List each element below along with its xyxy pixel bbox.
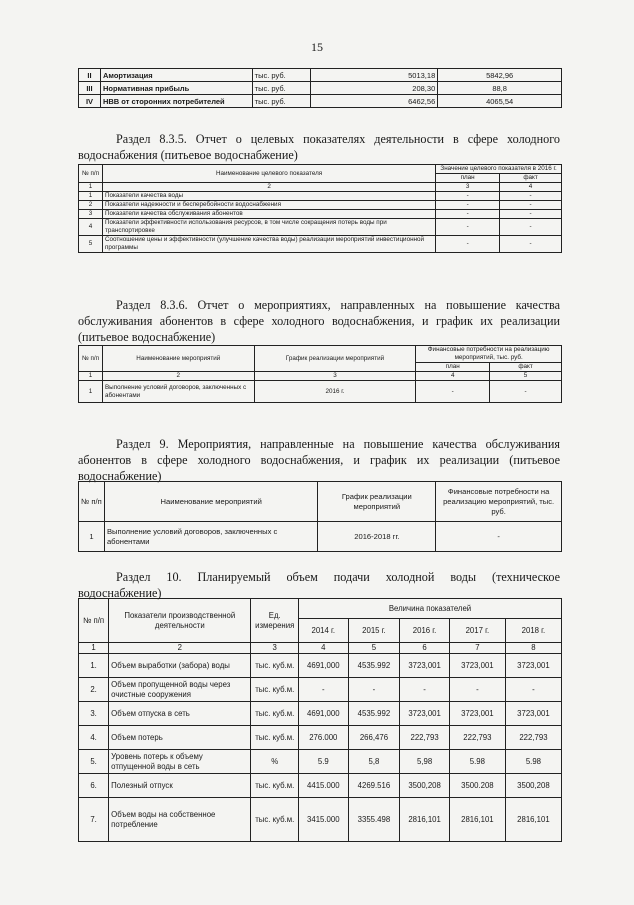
row-fact: - — [500, 219, 562, 236]
row-unit: тыс. руб. — [252, 95, 310, 108]
header-year: 2015 г. — [348, 619, 400, 643]
header-name: Показатели производственной деятельности — [109, 599, 251, 643]
row-fact: - — [490, 381, 562, 403]
row-value: 3723,001 — [449, 654, 505, 678]
table-row — [79, 236, 562, 253]
row-number: IV — [79, 95, 101, 108]
row-value: 5,98 — [400, 750, 450, 774]
section-9-heading: Раздел 9. Мероприятия, направленные на повышение качества обслуживания абонентов в сфере холодного водоснабжения, и график их реализации (питьевое водоснабжение) — [78, 437, 560, 483]
index-row — [79, 643, 562, 654]
row-value: 2816,101 — [400, 798, 450, 842]
row-name: Объем отпуска в сеть — [109, 702, 251, 726]
row-value: 222,793 — [449, 726, 505, 750]
row-number: 3. — [79, 702, 109, 726]
row-schedule: 2016-2018 гг. — [318, 522, 436, 552]
row-number: 3 — [79, 210, 103, 219]
row-value: - — [449, 678, 505, 702]
row-value: 208,30 — [310, 82, 438, 95]
row-name: Выполнение условий договоров, заключенных с абонентами — [102, 381, 254, 403]
row-name: Объем пропущенной воды через очистные сооружения — [109, 678, 251, 702]
row-value: 3355.498 — [348, 798, 400, 842]
row-value: 4065,54 — [438, 95, 562, 108]
section-10-table — [78, 598, 562, 842]
row-value: 266,476 — [348, 726, 400, 750]
header-num: № п/п — [79, 599, 109, 643]
row-name: Показатели качества обслуживания абонентов — [102, 210, 435, 219]
row-name: Показатели качества воды — [102, 192, 435, 201]
header-num: № п/п — [79, 165, 103, 183]
table-row — [79, 678, 562, 702]
row-plan: - — [416, 381, 490, 403]
row-unit: % — [251, 750, 299, 774]
row-number: 5 — [79, 236, 103, 253]
row-value: 3723,001 — [449, 702, 505, 726]
table-row — [79, 82, 562, 95]
header-row — [79, 599, 562, 619]
row-value: 222,793 — [505, 726, 561, 750]
row-value: 3723,001 — [400, 702, 450, 726]
index-row — [79, 372, 562, 381]
row-fact: - — [500, 236, 562, 253]
index-cell: 3 — [251, 643, 299, 654]
section-835-heading: Раздел 8.3.5. Отчет о целевых показателях деятельности в сфере холодного водоснабжения (питьевое водоснабжение) — [78, 132, 560, 162]
section-836-table — [78, 345, 562, 403]
row-value: 5842,96 — [438, 69, 562, 82]
row-value: - — [505, 678, 561, 702]
row-plan: - — [436, 210, 500, 219]
table-row — [79, 69, 562, 82]
header-value: Значение целевого показателя в 2016 г. — [436, 165, 562, 174]
row-value: 3415.000 — [299, 798, 349, 842]
table-row — [79, 654, 562, 678]
row-value: 222,793 — [400, 726, 450, 750]
row-fact: - — [500, 201, 562, 210]
header-year: 2017 г. — [449, 619, 505, 643]
row-value: - — [299, 678, 349, 702]
header-plan: план — [416, 363, 490, 372]
header-fin: Финансовые потребности на реализацию мероприятий, тыс. руб. — [416, 346, 562, 363]
row-value: 88,8 — [438, 82, 562, 95]
header-num: № п/п — [79, 346, 103, 372]
index-cell: 2 — [102, 372, 254, 381]
row-fact: - — [500, 210, 562, 219]
section-9-table — [78, 481, 562, 552]
index-cell: 2 — [102, 183, 435, 192]
row-name: Амортизация — [100, 69, 252, 82]
row-value: 3500.208 — [449, 774, 505, 798]
row-name: Объем воды на собственное потребление — [109, 798, 251, 842]
row-unit: тыс. куб.м. — [251, 702, 299, 726]
row-number: 5. — [79, 750, 109, 774]
table-row — [79, 210, 562, 219]
index-cell: 4 — [500, 183, 562, 192]
header-fin: Финансовые потребности на реализацию мероприятий, тыс. руб. — [436, 482, 562, 522]
header-fact: факт — [500, 174, 562, 183]
index-cell: 1 — [79, 372, 103, 381]
index-cell: 5 — [490, 372, 562, 381]
row-fact: - — [500, 192, 562, 201]
row-name: Показатели эффективности использования ресурсов, в том числе сокращения потерь воды при транспортировке — [102, 219, 435, 236]
table-row — [79, 702, 562, 726]
row-plan: - — [436, 219, 500, 236]
page-number: 15 — [311, 40, 323, 54]
row-number: 1. — [79, 654, 109, 678]
row-unit: тыс. куб.м. — [251, 678, 299, 702]
header-fact: факт — [490, 363, 562, 372]
row-name: Полезный отпуск — [109, 774, 251, 798]
row-name: Объем выработки (забора) воды — [109, 654, 251, 678]
row-name: Нормативная прибыль — [100, 82, 252, 95]
row-name: Соотношение цены и эффективности (улучшение качества воды) реализации мероприятий инвестиционной программы — [102, 236, 435, 253]
header-schedule: График реализации мероприятий — [318, 482, 436, 522]
index-cell: 3 — [254, 372, 416, 381]
row-name: Уровень потерь к объему отпущенной воды в сеть — [109, 750, 251, 774]
row-name: Показатели надежности и бесперебойности водоснабжения — [102, 201, 435, 210]
header-name: Наименование мероприятий — [104, 482, 317, 522]
row-number: 7. — [79, 798, 109, 842]
index-cell: 1 — [79, 643, 109, 654]
row-value: 4415.000 — [299, 774, 349, 798]
row-fin: - — [436, 522, 562, 552]
index-row — [79, 183, 562, 192]
row-number: 6. — [79, 774, 109, 798]
row-value: 5,8 — [348, 750, 400, 774]
row-value: 2816,101 — [505, 798, 561, 842]
row-value: - — [400, 678, 450, 702]
index-cell: 8 — [505, 643, 561, 654]
section-835-table — [78, 164, 562, 253]
row-value: 5013,18 — [310, 69, 438, 82]
row-value: 5.98 — [505, 750, 561, 774]
index-cell: 1 — [79, 183, 103, 192]
table-row — [79, 522, 562, 552]
row-number: 4. — [79, 726, 109, 750]
row-plan: - — [436, 201, 500, 210]
row-number: II — [79, 69, 101, 82]
row-value: - — [348, 678, 400, 702]
row-value: 276.000 — [299, 726, 349, 750]
row-name: НВВ от сторонних потребителей — [100, 95, 252, 108]
header-num: № п/п — [79, 482, 105, 522]
row-name: Выполнение условий договоров, заключенных с абонентами — [104, 522, 317, 552]
row-unit: тыс. куб.м. — [251, 726, 299, 750]
row-value: 5.98 — [449, 750, 505, 774]
header-unit: Ед. измерения — [251, 599, 299, 643]
header-year: 2018 г. — [505, 619, 561, 643]
header-year: 2014 г. — [299, 619, 349, 643]
row-value: 4269.516 — [348, 774, 400, 798]
index-cell: 4 — [416, 372, 490, 381]
row-number: 2 — [79, 201, 103, 210]
table-row — [79, 798, 562, 842]
row-value: 4691,000 — [299, 702, 349, 726]
row-unit: тыс. руб. — [252, 69, 310, 82]
row-number: III — [79, 82, 101, 95]
section-836-heading: Раздел 8.3.6. Отчет о мероприятиях, направленных на повышение качества обслуживания абонентов в сфере холодного водоснабжения, и график их реализации (питьевое водоснабжение) — [78, 298, 560, 344]
table-row — [79, 201, 562, 210]
row-number: 4 — [79, 219, 103, 236]
row-plan: - — [436, 192, 500, 201]
header-year: 2016 г. — [400, 619, 450, 643]
header-name: Наименование мероприятий — [102, 346, 254, 372]
row-unit: тыс. куб.м. — [251, 774, 299, 798]
row-number: 1 — [79, 192, 103, 201]
top-table — [78, 68, 562, 108]
row-value: 2816,101 — [449, 798, 505, 842]
row-number: 1 — [79, 381, 103, 403]
row-unit: тыс. руб. — [252, 82, 310, 95]
row-number: 1 — [79, 522, 105, 552]
row-value: 3500,208 — [400, 774, 450, 798]
table-row — [79, 219, 562, 236]
header-row — [79, 346, 562, 363]
row-number: 2. — [79, 678, 109, 702]
row-value: 4691,000 — [299, 654, 349, 678]
index-cell: 3 — [436, 183, 500, 192]
index-cell: 6 — [400, 643, 450, 654]
row-value: 5.9 — [299, 750, 349, 774]
row-value: 3723,001 — [505, 654, 561, 678]
row-schedule: 2016 г. — [254, 381, 416, 403]
row-unit: тыс. куб.м. — [251, 798, 299, 842]
index-cell: 7 — [449, 643, 505, 654]
row-value: 3500,208 — [505, 774, 561, 798]
header-row — [79, 165, 562, 174]
row-value: 3723,001 — [400, 654, 450, 678]
table-row — [79, 192, 562, 201]
table-row — [79, 381, 562, 403]
index-cell: 4 — [299, 643, 349, 654]
row-value: 4535.992 — [348, 654, 400, 678]
header-name: Наименование целевого показателя — [102, 165, 435, 183]
table-row — [79, 726, 562, 750]
header-schedule: График реализации мероприятий — [254, 346, 416, 372]
table-row — [79, 750, 562, 774]
table-row — [79, 95, 562, 108]
section-10-heading: Раздел 10. Планируемый объем подачи холодной воды (техническое водоснабжение) — [78, 570, 560, 600]
row-unit: тыс. куб.м. — [251, 654, 299, 678]
header-value: Величина показателей — [299, 599, 562, 619]
index-cell: 5 — [348, 643, 400, 654]
table-row — [79, 774, 562, 798]
row-plan: - — [436, 236, 500, 253]
row-name: Объем потерь — [109, 726, 251, 750]
row-value: 6462,56 — [310, 95, 438, 108]
row-value: 4535.992 — [348, 702, 400, 726]
header-plan: план — [436, 174, 500, 183]
row-value: 3723,001 — [505, 702, 561, 726]
header-row — [79, 482, 562, 522]
index-cell: 2 — [109, 643, 251, 654]
